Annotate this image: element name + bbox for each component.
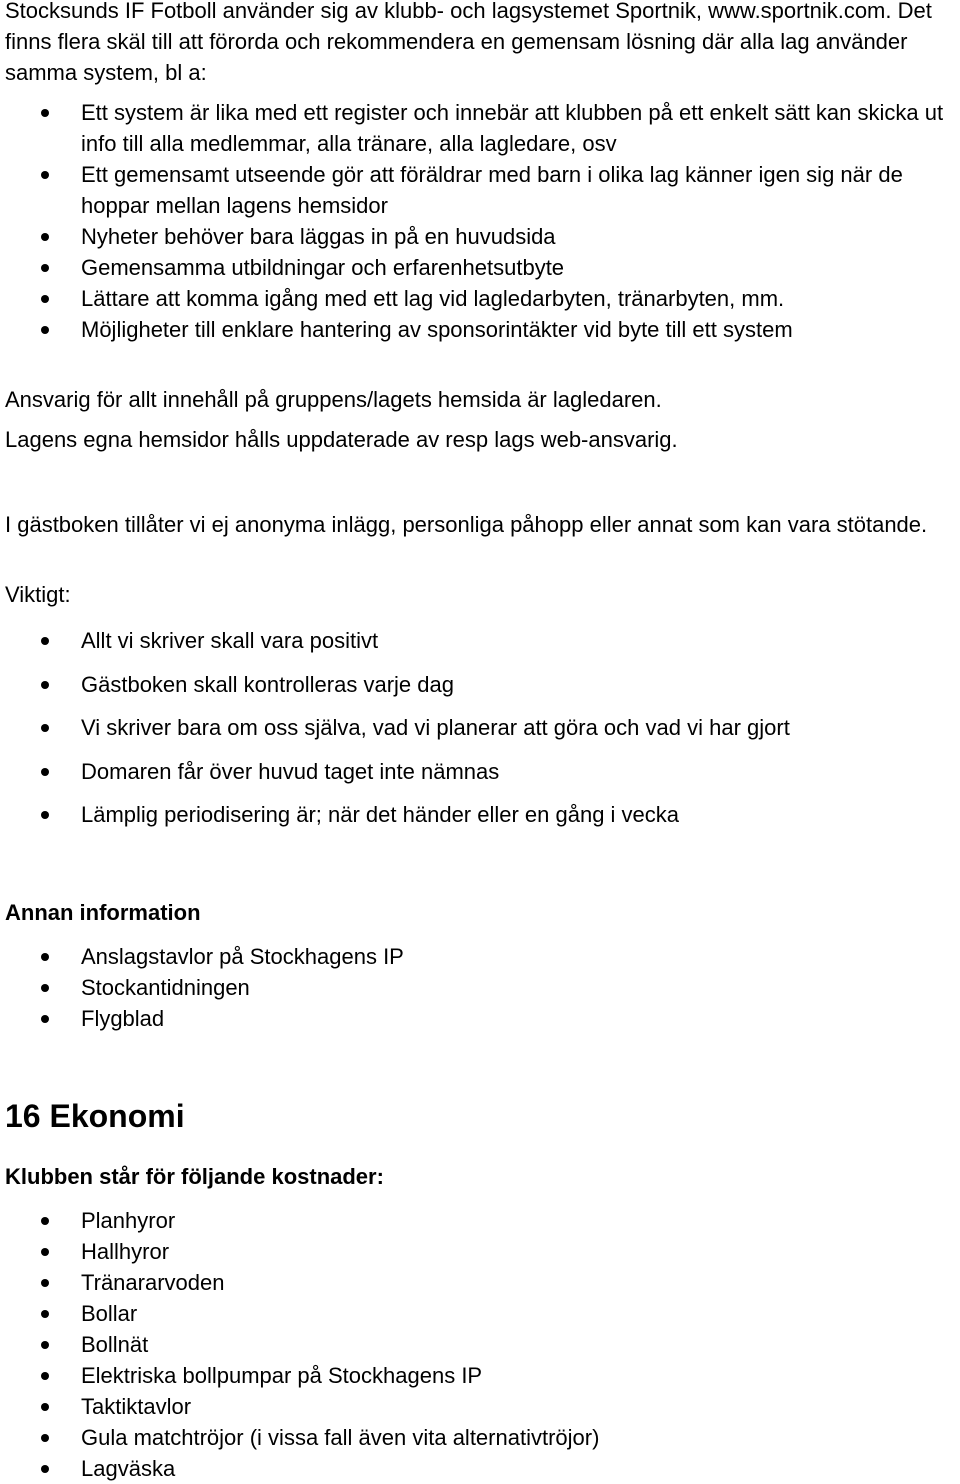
intro-paragraph: Stocksunds IF Fotboll använder sig av klubb- och lagsystemet Sportnik, www.sportnik.com. Det finns flera skäl till att förorda och rekommendera en gemensam lösning där alla lag använder samma system, bl a: (5, 0, 932, 85)
list-item: Bollnät (5, 1329, 960, 1360)
reasons-list (5, 97, 960, 345)
list-item: Gästboken skall kontrolleras varje dag (5, 669, 960, 700)
list-item: Nyheter behöver bara läggas in på en huvudsida (5, 221, 960, 252)
important-list (5, 625, 960, 843)
responsibility-paragraph-1: Ansvarig för allt innehåll på gruppens/lagets hemsida är lagledaren. (5, 387, 662, 412)
list-item: Tränararvoden (5, 1267, 960, 1298)
other-info-list (5, 941, 960, 1034)
list-item: Planhyror (5, 1205, 960, 1236)
responsibility-paragraph-2: Lagens egna hemsidor hålls uppdaterade av resp lags web-ansvarig. (5, 427, 678, 452)
list-item: Ett gemensamt utseende gör att föräldrar med barn i olika lag känner igen sig när de hoppar mellan lagens hemsidor (5, 159, 960, 221)
list-item: Bollar (5, 1298, 960, 1329)
list-item: Flygblad (5, 1003, 960, 1034)
list-item: Lagväska (5, 1453, 960, 1484)
other-info-heading: Annan information (5, 900, 201, 925)
list-item: Domaren får över huvud taget inte nämnas (5, 756, 960, 787)
list-item: Ett system är lika med ett register och innebär att klubben på ett enkelt sätt kan skicka ut info till alla medlemmar, alla tränare, alla lagledare, osv (5, 97, 960, 159)
list-item: Taktiktavlor (5, 1391, 960, 1422)
list-item: Gemensamma utbildningar och erfarenhetsutbyte (5, 252, 960, 283)
list-item: Lämplig periodisering är; när det händer eller en gång i vecka (5, 799, 960, 830)
list-item: Anslagstavlor på Stockhagens IP (5, 941, 960, 972)
section-heading: 16 Ekonomi (5, 1098, 185, 1134)
list-item: Gula matchtröjor (i vissa fall även vita alternativtröjor) (5, 1422, 960, 1453)
list-item: Elektriska bollpumpar på Stockhagens IP (5, 1360, 960, 1391)
costs-heading: Klubben står för följande kostnader: (5, 1164, 384, 1189)
list-item: Hallhyror (5, 1236, 960, 1267)
list-item: Möjligheter till enklare hantering av sponsorintäkter vid byte till ett system (5, 314, 960, 345)
list-item: Stockantidningen (5, 972, 960, 1003)
list-item: Vi skriver bara om oss själva, vad vi planerar att göra och vad vi har gjort (5, 712, 960, 743)
list-item: Lättare att komma igång med ett lag vid lagledarbyten, tränarbyten, mm. (5, 283, 960, 314)
important-label: Viktigt: (5, 582, 71, 607)
guestbook-paragraph: I gästboken tillåter vi ej anonyma inlägg, personliga påhopp eller annat som kan vara stötande. (5, 512, 928, 537)
list-item: Allt vi skriver skall vara positivt (5, 625, 960, 656)
costs-list (5, 1205, 960, 1484)
